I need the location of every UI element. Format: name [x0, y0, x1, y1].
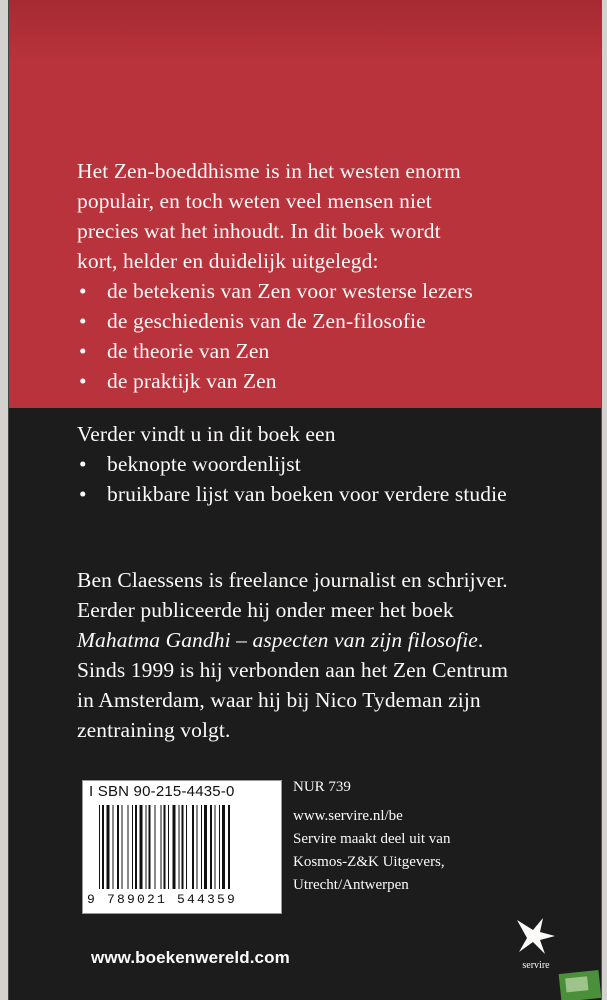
bullet-item: • de geschiedenis van de Zen-filosofie: [77, 306, 557, 336]
bio-line: in Amsterdam, waar hij bij Nico Tydeman zijn: [77, 688, 481, 712]
bullet-item: • de theorie van Zen: [77, 336, 557, 366]
price-sticker: [559, 970, 602, 1000]
publisher-line: Kosmos-Z&K Uitgevers,: [293, 854, 445, 870]
extra-line: Verder vindt u in dit boek een: [77, 422, 336, 446]
nur-code: NUR 739: [293, 779, 351, 795]
book-back-cover: [8, 0, 602, 1000]
intro-line: Het Zen-boeddhisme is in het westen enorm: [77, 159, 461, 183]
intro-line: populair, en toch weten veel mensen niet: [77, 189, 432, 213]
bullet-item: • de betekenis van Zen voor westerse lezers: [77, 276, 557, 306]
extra-bullet-list: [77, 449, 557, 509]
barcode-bars: [99, 805, 269, 889]
website-label: www.boekenwereld.com: [91, 948, 290, 967]
publisher-url: www.servire.nl/be: [293, 808, 403, 824]
book-title: Mahatma Gandhi – aspecten van zijn filosofie: [77, 628, 478, 652]
intro-block: [77, 156, 557, 396]
bullet-item: • bruikbare lijst van boeken voor verdere studie: [77, 479, 557, 509]
bio-line: Ben Claessens is freelance journalist en schrijver.: [77, 568, 508, 592]
intro-line: kort, helder en duidelijk uitgelegd:: [77, 249, 379, 273]
publisher-line: Utrecht/Antwerpen: [293, 877, 409, 893]
logo-label: servire: [522, 960, 550, 971]
publisher-line: Servire maakt deel uit van: [293, 831, 451, 847]
extra-block: [77, 419, 557, 509]
title-period: .: [477, 628, 484, 652]
isbn-barcode: [82, 780, 282, 914]
intro-bullet-list: [77, 276, 557, 396]
servire-bird-icon: [513, 914, 559, 958]
bullet-item: • de praktijk van Zen: [77, 366, 557, 396]
servire-logo: [513, 914, 559, 976]
intro-line: precies wat het inhoudt. In dit boek wordt: [77, 219, 441, 243]
publisher-info: [293, 776, 450, 897]
bio-line-title: [77, 625, 577, 655]
bio-line: Eerder publiceerde hij onder meer het boek: [77, 598, 454, 622]
bio-line: zentraining volgt.: [77, 718, 231, 742]
barcode-digits: 9 789021 544359: [87, 892, 238, 907]
isbn-label: I SBN 90-215-4435-0: [89, 783, 235, 800]
bio-line: Sinds 1999 is hij verbonden aan het Zen Centrum: [77, 658, 509, 682]
sticker-inner: [565, 976, 588, 992]
author-bio: [77, 565, 577, 745]
bullet-item: • beknopte woordenlijst: [77, 449, 557, 479]
